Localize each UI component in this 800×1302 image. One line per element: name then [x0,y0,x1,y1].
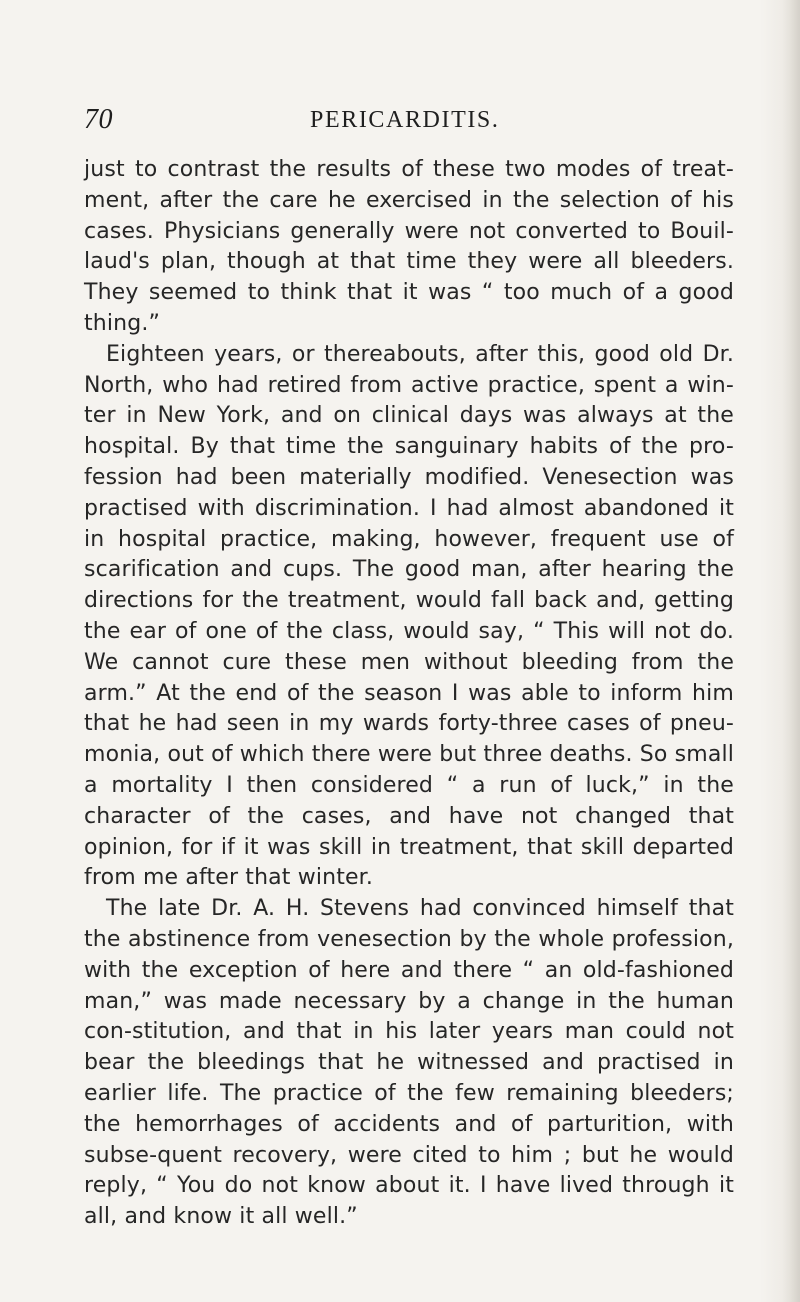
paragraph-2: Eighteen years, or thereabouts, after this, good old Dr. North, who had retired from active practice, spent a win-ter in New York, and on clinical days was always at the hospital. By that time the sanguinary habits of the pro-fession had been materially modified. Venesection was practised with discrimination. I had almost abandoned it in hospital practice, making, however, frequent use of scarification and cups. The good man, after hearing the directions for the treatment, would fall back and, getting the ear of one of the class, would say, “ This will not do. We cannot cure these men without bleeding from the arm.” At the end of the season I was able to inform him that he had seen in my wards forty-three cases of pneu-monia, out of which there were but three deaths. So small a mortality I then considered “ a run of luck,” in the character of the cases, and have not changed that opinion, for if it was skill in treatment, that skill departed from me after that winter. [84,341,734,891]
running-title: PERICARDITIS. [310,107,500,133]
page-body [84,155,734,1233]
page-number: 70 [84,104,113,135]
page-edge-shadow [782,0,800,1302]
paragraph-1: just to contrast the results of these two modes of treat-ment, after the care he exercised in the selection of his cases. Physicians generally were not converted to Bouil-laud's plan, though at that time they were all bleeders. They seemed to think that it was “ too much of a good thing.” [84,157,734,336]
page-header [84,104,724,138]
paragraph-3: The late Dr. A. H. Stevens had convinced himself that the abstinence from venesection by the whole profession, with the exception of here and there “ an old-fashioned man,” was made necessary by a change in the human con-stitution, and that in his later years man could not bear the bleedings that he witnessed and practised in earlier life. The practice of the few remaining bleeders; the hemorrhages of accidents and of parturition, with subse-quent recovery, were cited to him ; but he would reply, “ You do not know about it. I have lived through it all, and know it all well.” [84,896,734,1230]
